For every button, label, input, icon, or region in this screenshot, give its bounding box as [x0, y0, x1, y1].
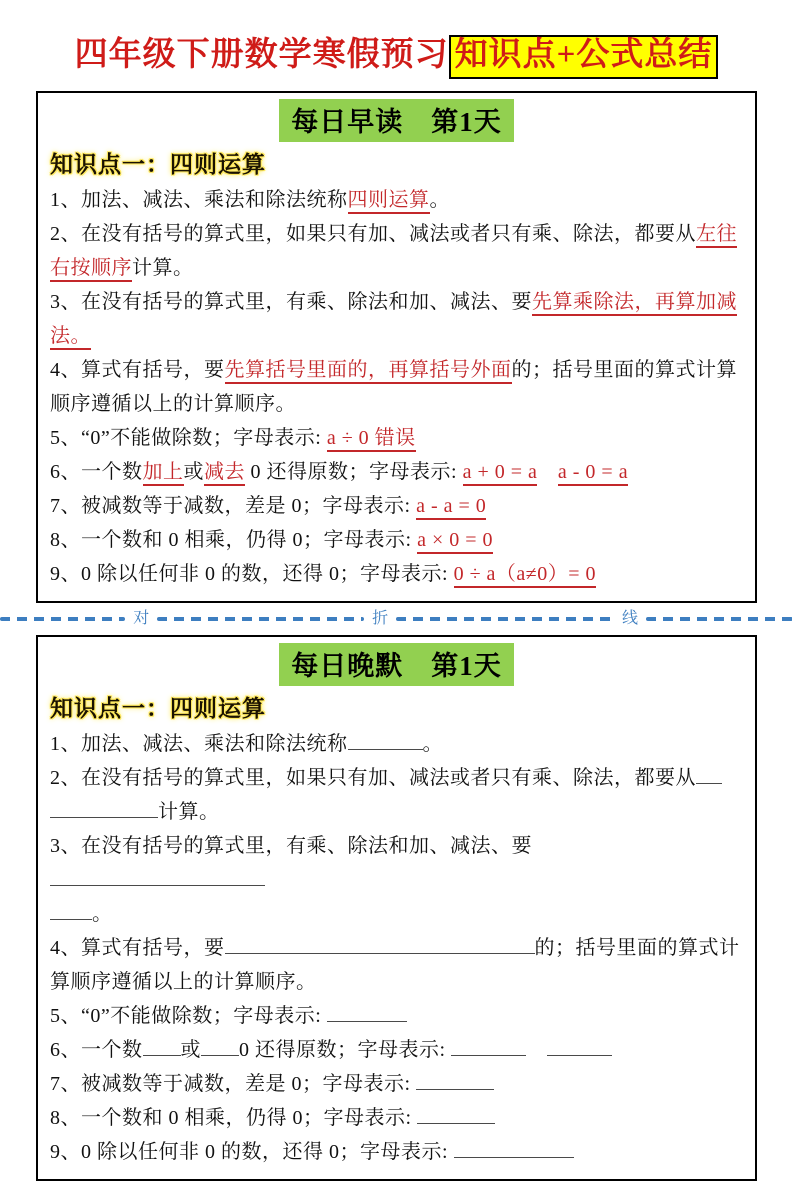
blank-field: [417, 1105, 495, 1124]
morning-items: [50, 183, 743, 591]
content-line: [50, 557, 743, 591]
blank-field: [348, 731, 423, 750]
text-run: 2、在没有括号的算式里，如果只有加、减法或者只有乘、除法，都要从: [50, 222, 696, 245]
key-term: 减去: [204, 461, 245, 486]
text-run: 0 还得原数；字母表示:: [239, 1038, 452, 1061]
blank-field: [696, 765, 722, 784]
text-run: 8、一个数和 0 相乘，仍得 0；字母表示:: [50, 1106, 418, 1129]
blank-field: [143, 1037, 181, 1056]
text-run: 3、在没有括号的算式里，有乘、除法和加、减法、要: [50, 834, 532, 857]
text-run: 或: [180, 1038, 201, 1061]
text-run: 5、“0”不能做除数；字母表示:: [50, 1004, 327, 1027]
evening-section-title: 知识点一：四则运算: [50, 695, 266, 721]
content-line: [50, 1067, 743, 1101]
content-line: [50, 489, 743, 523]
text-run: 3、在没有括号的算式里，有乘、除法和加、减法、要: [50, 290, 532, 313]
key-term: 先算括号里面的，再算括号外面: [225, 359, 512, 384]
fold-label: 线: [621, 609, 638, 627]
text-run: [537, 461, 558, 483]
content-line: [50, 727, 743, 761]
text-run: 计算。: [158, 800, 220, 823]
blank-field: [50, 901, 92, 920]
blank-field: [416, 1071, 494, 1090]
content-line: [50, 999, 743, 1033]
text-run: 8、一个数和 0 相乘，仍得 0；字母表示:: [50, 528, 418, 551]
content-line: [50, 421, 743, 455]
blank-field: [454, 1139, 574, 1158]
text-run: 0 还得原数；字母表示:: [245, 460, 463, 483]
blank-field: [50, 867, 265, 886]
key-term: 左往右按顺序: [50, 223, 737, 282]
content-line: [50, 523, 743, 557]
text-run: 的；括号里面的算式计算顺序遵循以上的计算顺序。: [50, 358, 737, 415]
morning-reading-box: [36, 91, 757, 603]
blank-field: [451, 1037, 526, 1056]
text-run: 9、0 除以任何非 0 的数，还得 0；字母表示:: [50, 1140, 454, 1163]
content-line: [50, 455, 743, 489]
evening-dictation-box: [36, 635, 757, 1181]
key-term: 四则运算: [348, 189, 430, 214]
text-run: [526, 1039, 547, 1061]
content-line: [50, 217, 743, 285]
text-run: 2、在没有括号的算式里，如果只有加、减法或者只有乘、除法，都要从: [50, 766, 696, 789]
blank-field: [225, 935, 535, 954]
text-run: 1、加法、减法、乘法和除法统称: [50, 188, 348, 211]
blank-field: [201, 1037, 239, 1056]
blank-field: [547, 1037, 612, 1056]
text-run: 。: [92, 902, 113, 925]
fold-dash-segment: [157, 617, 364, 621]
text-run: 6、一个数: [50, 1038, 143, 1061]
content-line: [50, 761, 743, 829]
content-line: [50, 931, 743, 999]
fold-dash-segment: [396, 617, 614, 621]
text-run: 9、0 除以任何非 0 的数，还得 0；字母表示:: [50, 562, 454, 585]
fold-label: 折: [372, 609, 389, 627]
key-term: a + 0 = a: [463, 461, 538, 486]
evening-box-header: 每日晚默 第1天: [279, 643, 514, 686]
key-term: a - a = 0: [416, 495, 486, 520]
content-line: [50, 285, 743, 353]
fold-line: [0, 609, 793, 629]
content-line: [50, 1033, 743, 1067]
key-term: a × 0 = 0: [417, 529, 493, 554]
page-title-highlight: 知识点+公式总结: [449, 35, 719, 79]
evening-items: [50, 727, 743, 1169]
text-run: 。: [422, 732, 443, 755]
key-term: 加上: [143, 461, 184, 486]
content-line: [50, 1101, 743, 1135]
text-run: 计算。: [132, 256, 194, 279]
fold-dash-segment: [0, 617, 125, 621]
content-line: [50, 829, 743, 931]
text-run: 6、一个数: [50, 460, 143, 483]
text-run: 7、被减数等于减数，差是 0；字母表示:: [50, 494, 417, 517]
key-term: 0 ÷ a（a≠0）= 0: [454, 563, 597, 588]
text-run: 7、被减数等于减数，差是 0；字母表示:: [50, 1072, 417, 1095]
fold-label: 对: [133, 609, 150, 627]
page-title: [0, 0, 793, 79]
content-line: [50, 183, 743, 217]
text-run: 或: [183, 460, 204, 483]
content-line: [50, 1135, 743, 1169]
text-run: 的；括号里面的算式计算顺序遵循以上的计算顺序。: [50, 936, 740, 993]
key-term: a - 0 = a: [558, 461, 628, 486]
page-title-text: 四年级下册数学寒假预习: [74, 37, 449, 73]
blank-field: [50, 799, 158, 818]
blank-field: [327, 1003, 407, 1022]
text-run: 4、算式有括号，要: [50, 358, 225, 381]
key-term: a ÷ 0 错误: [327, 427, 416, 452]
morning-box-header: 每日早读 第1天: [279, 99, 514, 142]
key-term: 先算乘除法，再算加减法。: [50, 291, 737, 350]
text-run: 。: [429, 188, 450, 211]
content-line: [50, 353, 743, 421]
text-run: 4、算式有括号，要: [50, 936, 225, 959]
morning-section-title: 知识点一：四则运算: [50, 151, 266, 177]
text-run: 1、加法、减法、乘法和除法统称: [50, 732, 348, 755]
text-run: 5、“0”不能做除数；字母表示:: [50, 426, 327, 449]
fold-dash-segment: [646, 617, 793, 621]
